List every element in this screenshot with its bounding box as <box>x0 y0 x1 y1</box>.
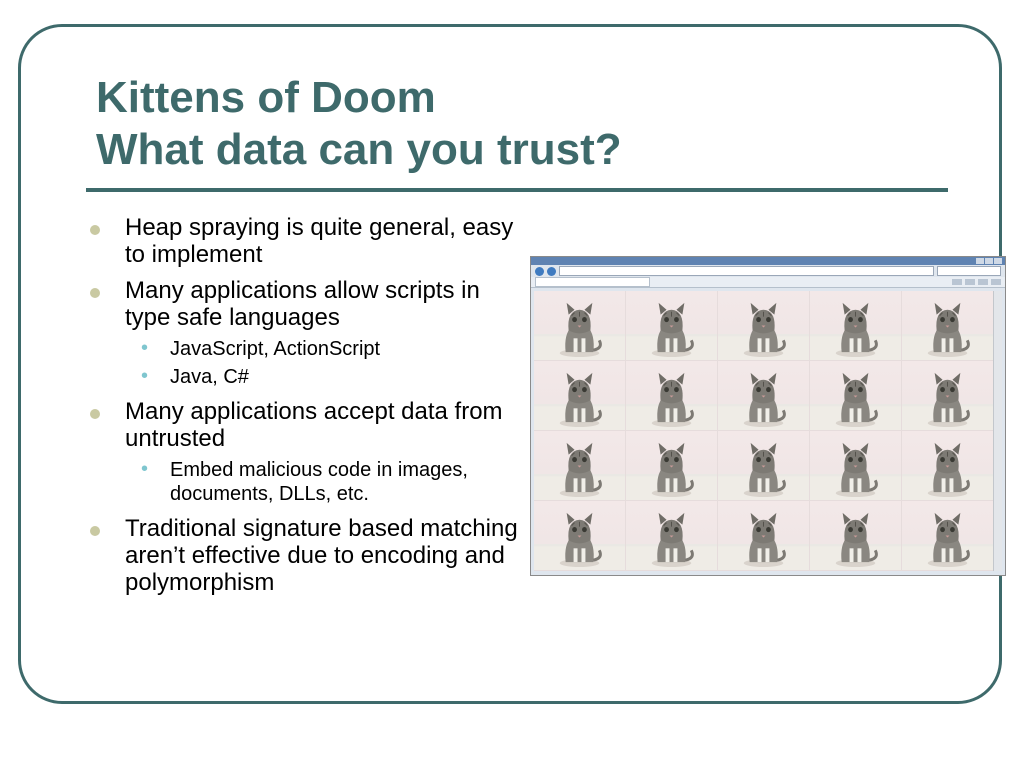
bullet-list <box>82 214 530 605</box>
bullet-text: Heap spraying is quite general, easy to implement <box>125 214 514 268</box>
bullet-dot-icon <box>90 288 100 298</box>
kitten-icon <box>626 431 717 500</box>
sub-bullet-dot-icon: • <box>141 458 149 480</box>
kitten-tile <box>534 361 626 431</box>
kitten-icon <box>718 501 809 570</box>
kitten-icon <box>626 291 717 360</box>
kitten-icon <box>534 501 625 570</box>
kitten-icon <box>534 291 625 360</box>
kitten-tile <box>810 431 902 501</box>
bullet-dot-icon <box>90 526 100 536</box>
browser-tab <box>535 277 650 287</box>
browser-search-box <box>937 266 1001 276</box>
kitten-tile <box>902 501 994 571</box>
kitten-icon <box>902 291 993 360</box>
kitten-tile <box>626 501 718 571</box>
sub-bullet-text: Java, C# <box>170 366 249 388</box>
back-icon <box>535 267 544 276</box>
kitten-tile <box>902 361 994 431</box>
bullet-text: Many applications accept data from untrusted <box>125 398 503 452</box>
bullet-dot-icon <box>90 409 100 419</box>
print-icon <box>978 279 988 285</box>
bullet-item <box>82 277 530 389</box>
kitten-tile <box>718 361 810 431</box>
kitten-icon <box>534 361 625 430</box>
kitten-grid <box>534 291 994 571</box>
kitten-tile <box>718 501 810 571</box>
kitten-icon <box>810 291 901 360</box>
kitten-icon <box>718 431 809 500</box>
bullet-text: Traditional signature based matching aren’t effective due to encoding and polymorphism <box>125 515 518 596</box>
kitten-icon <box>902 431 993 500</box>
kitten-tile <box>626 431 718 501</box>
kitten-icon <box>718 361 809 430</box>
kitten-icon <box>626 501 717 570</box>
browser-toolbar-icons <box>952 279 1001 285</box>
forward-icon <box>547 267 556 276</box>
kitten-tile <box>902 291 994 361</box>
kitten-icon <box>718 291 809 360</box>
bullet-item <box>82 214 530 268</box>
sub-bullet-dot-icon: • <box>141 365 149 387</box>
sub-bullet-text: JavaScript, ActionScript <box>170 338 381 360</box>
sub-bullet-text: Embed malicious code in images, documents, DLLs, etc. <box>170 459 468 505</box>
slide-title <box>96 72 956 176</box>
kitten-tile <box>534 431 626 501</box>
maximize-icon <box>985 258 993 264</box>
browser-address-bar <box>559 266 934 276</box>
sub-bullet-dot-icon: • <box>141 337 149 359</box>
kitten-tile <box>718 431 810 501</box>
sub-bullet-list <box>125 337 530 389</box>
kitten-icon <box>810 431 901 500</box>
close-icon <box>994 258 1002 264</box>
feeds-icon <box>965 279 975 285</box>
kitten-tile <box>626 291 718 361</box>
kitten-tile <box>534 291 626 361</box>
bullet-dot-icon <box>90 225 100 235</box>
browser-address-row <box>531 265 1005 277</box>
kitten-icon <box>810 501 901 570</box>
kitten-icon <box>902 361 993 430</box>
kitten-icon <box>810 361 901 430</box>
kitten-icon <box>626 361 717 430</box>
bullet-item <box>82 398 530 506</box>
title-divider <box>86 188 948 192</box>
kitten-tile <box>810 361 902 431</box>
browser-titlebar <box>531 257 1005 265</box>
kitten-tile <box>626 361 718 431</box>
sub-bullet-item <box>125 458 530 506</box>
bullet-item <box>82 515 530 596</box>
home-icon <box>952 279 962 285</box>
kitten-tile <box>534 501 626 571</box>
bullet-text: Many applications allow scripts in type safe languages <box>125 277 480 331</box>
browser-scrollbar <box>993 291 1002 571</box>
sub-bullet-item <box>125 337 530 361</box>
sub-bullet-list <box>125 458 530 506</box>
minimize-icon <box>976 258 984 264</box>
title-line-2: What data can you trust? <box>96 125 622 174</box>
page-icon <box>991 279 1001 285</box>
kitten-tile <box>810 501 902 571</box>
kitten-tile <box>902 431 994 501</box>
kitten-icon <box>534 431 625 500</box>
sub-bullet-item <box>125 365 530 389</box>
kitten-tile <box>810 291 902 361</box>
browser-tab-row <box>531 277 1005 288</box>
kitten-tile <box>718 291 810 361</box>
browser-screenshot <box>530 256 1006 576</box>
title-line-1: Kittens of Doom <box>96 73 436 122</box>
kitten-icon <box>902 501 993 570</box>
